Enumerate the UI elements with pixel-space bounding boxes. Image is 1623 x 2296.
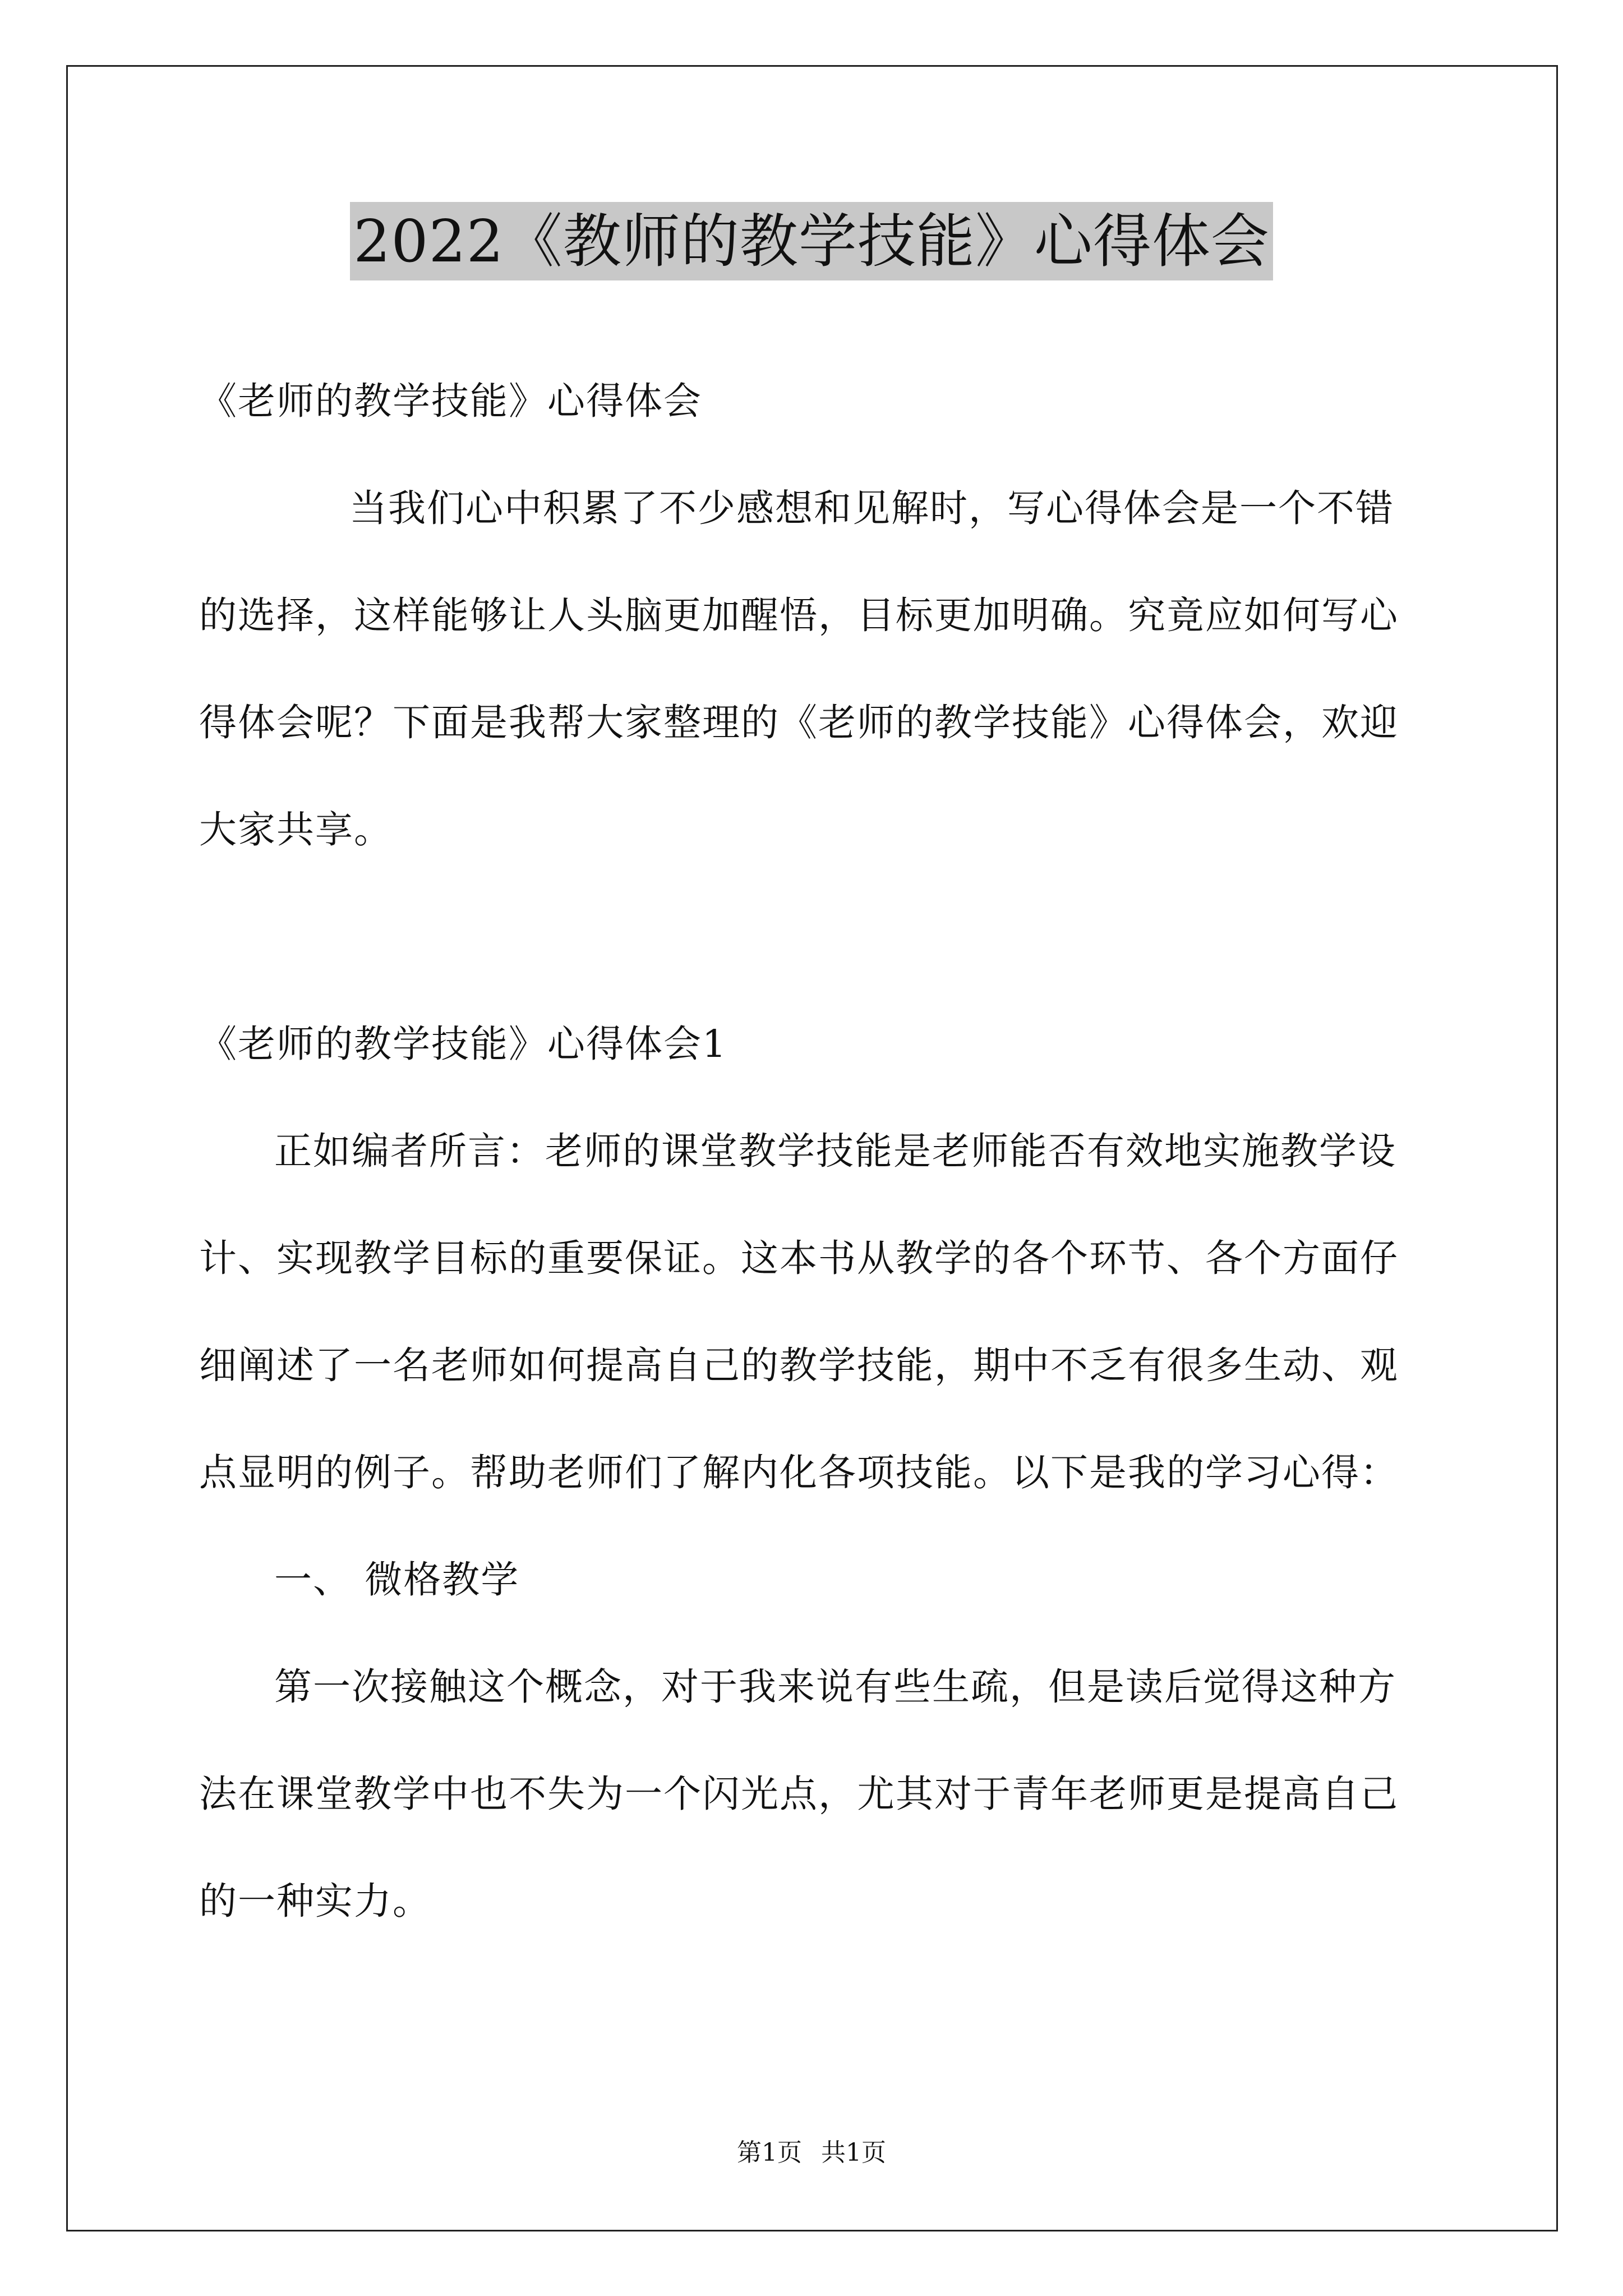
point-heading-1: 一、 微格教学 bbox=[274, 1558, 520, 1602]
body-paragraph-2: 第一次接触这个概念，对于我来说有些生疏，但是读后觉得这种方法在课堂教学中也不失为一个闪光点，尤其对于青年老师更是提高自己的一种实力。 bbox=[199, 1665, 1399, 1923]
page-number: 第1页 bbox=[737, 2138, 802, 2167]
section-heading: 《老师的教学技能》心得体会1 bbox=[199, 1022, 727, 1066]
page-total: 共1页 bbox=[821, 2138, 886, 2167]
page-footer bbox=[0, 2136, 1623, 2170]
document-title: 2022《教师的教学技能》心得体会 bbox=[350, 202, 1273, 280]
title-container bbox=[0, 202, 1623, 280]
blank-line bbox=[199, 884, 1424, 991]
body-paragraph-1: 正如编者所言：老师的课堂教学技能是老师能否有效地实施教学设计、实现教学目标的重要保证。这本书从教学的各个环节、各个方面仔细阐述了一名老师如何提高自己的教学技能，期中不乏有很多生动、观点显明的例子。帮助老师们了解内化各项技能。以下是我的学习心得： bbox=[199, 1129, 1399, 1494]
intro-paragraph: 当我们心中积累了不少感想和见解时，写心得体会是一个不错的选择，这样能够让人头脑更加醒悟，目标更加明确。究竟应如何写心得体会呢？下面是我帮大家整理的《老师的教学技能》心得体会，欢迎大家共享。 bbox=[199, 486, 1399, 852]
subtitle: 《老师的教学技能》心得体会 bbox=[199, 379, 702, 423]
document-body bbox=[199, 348, 1424, 1955]
